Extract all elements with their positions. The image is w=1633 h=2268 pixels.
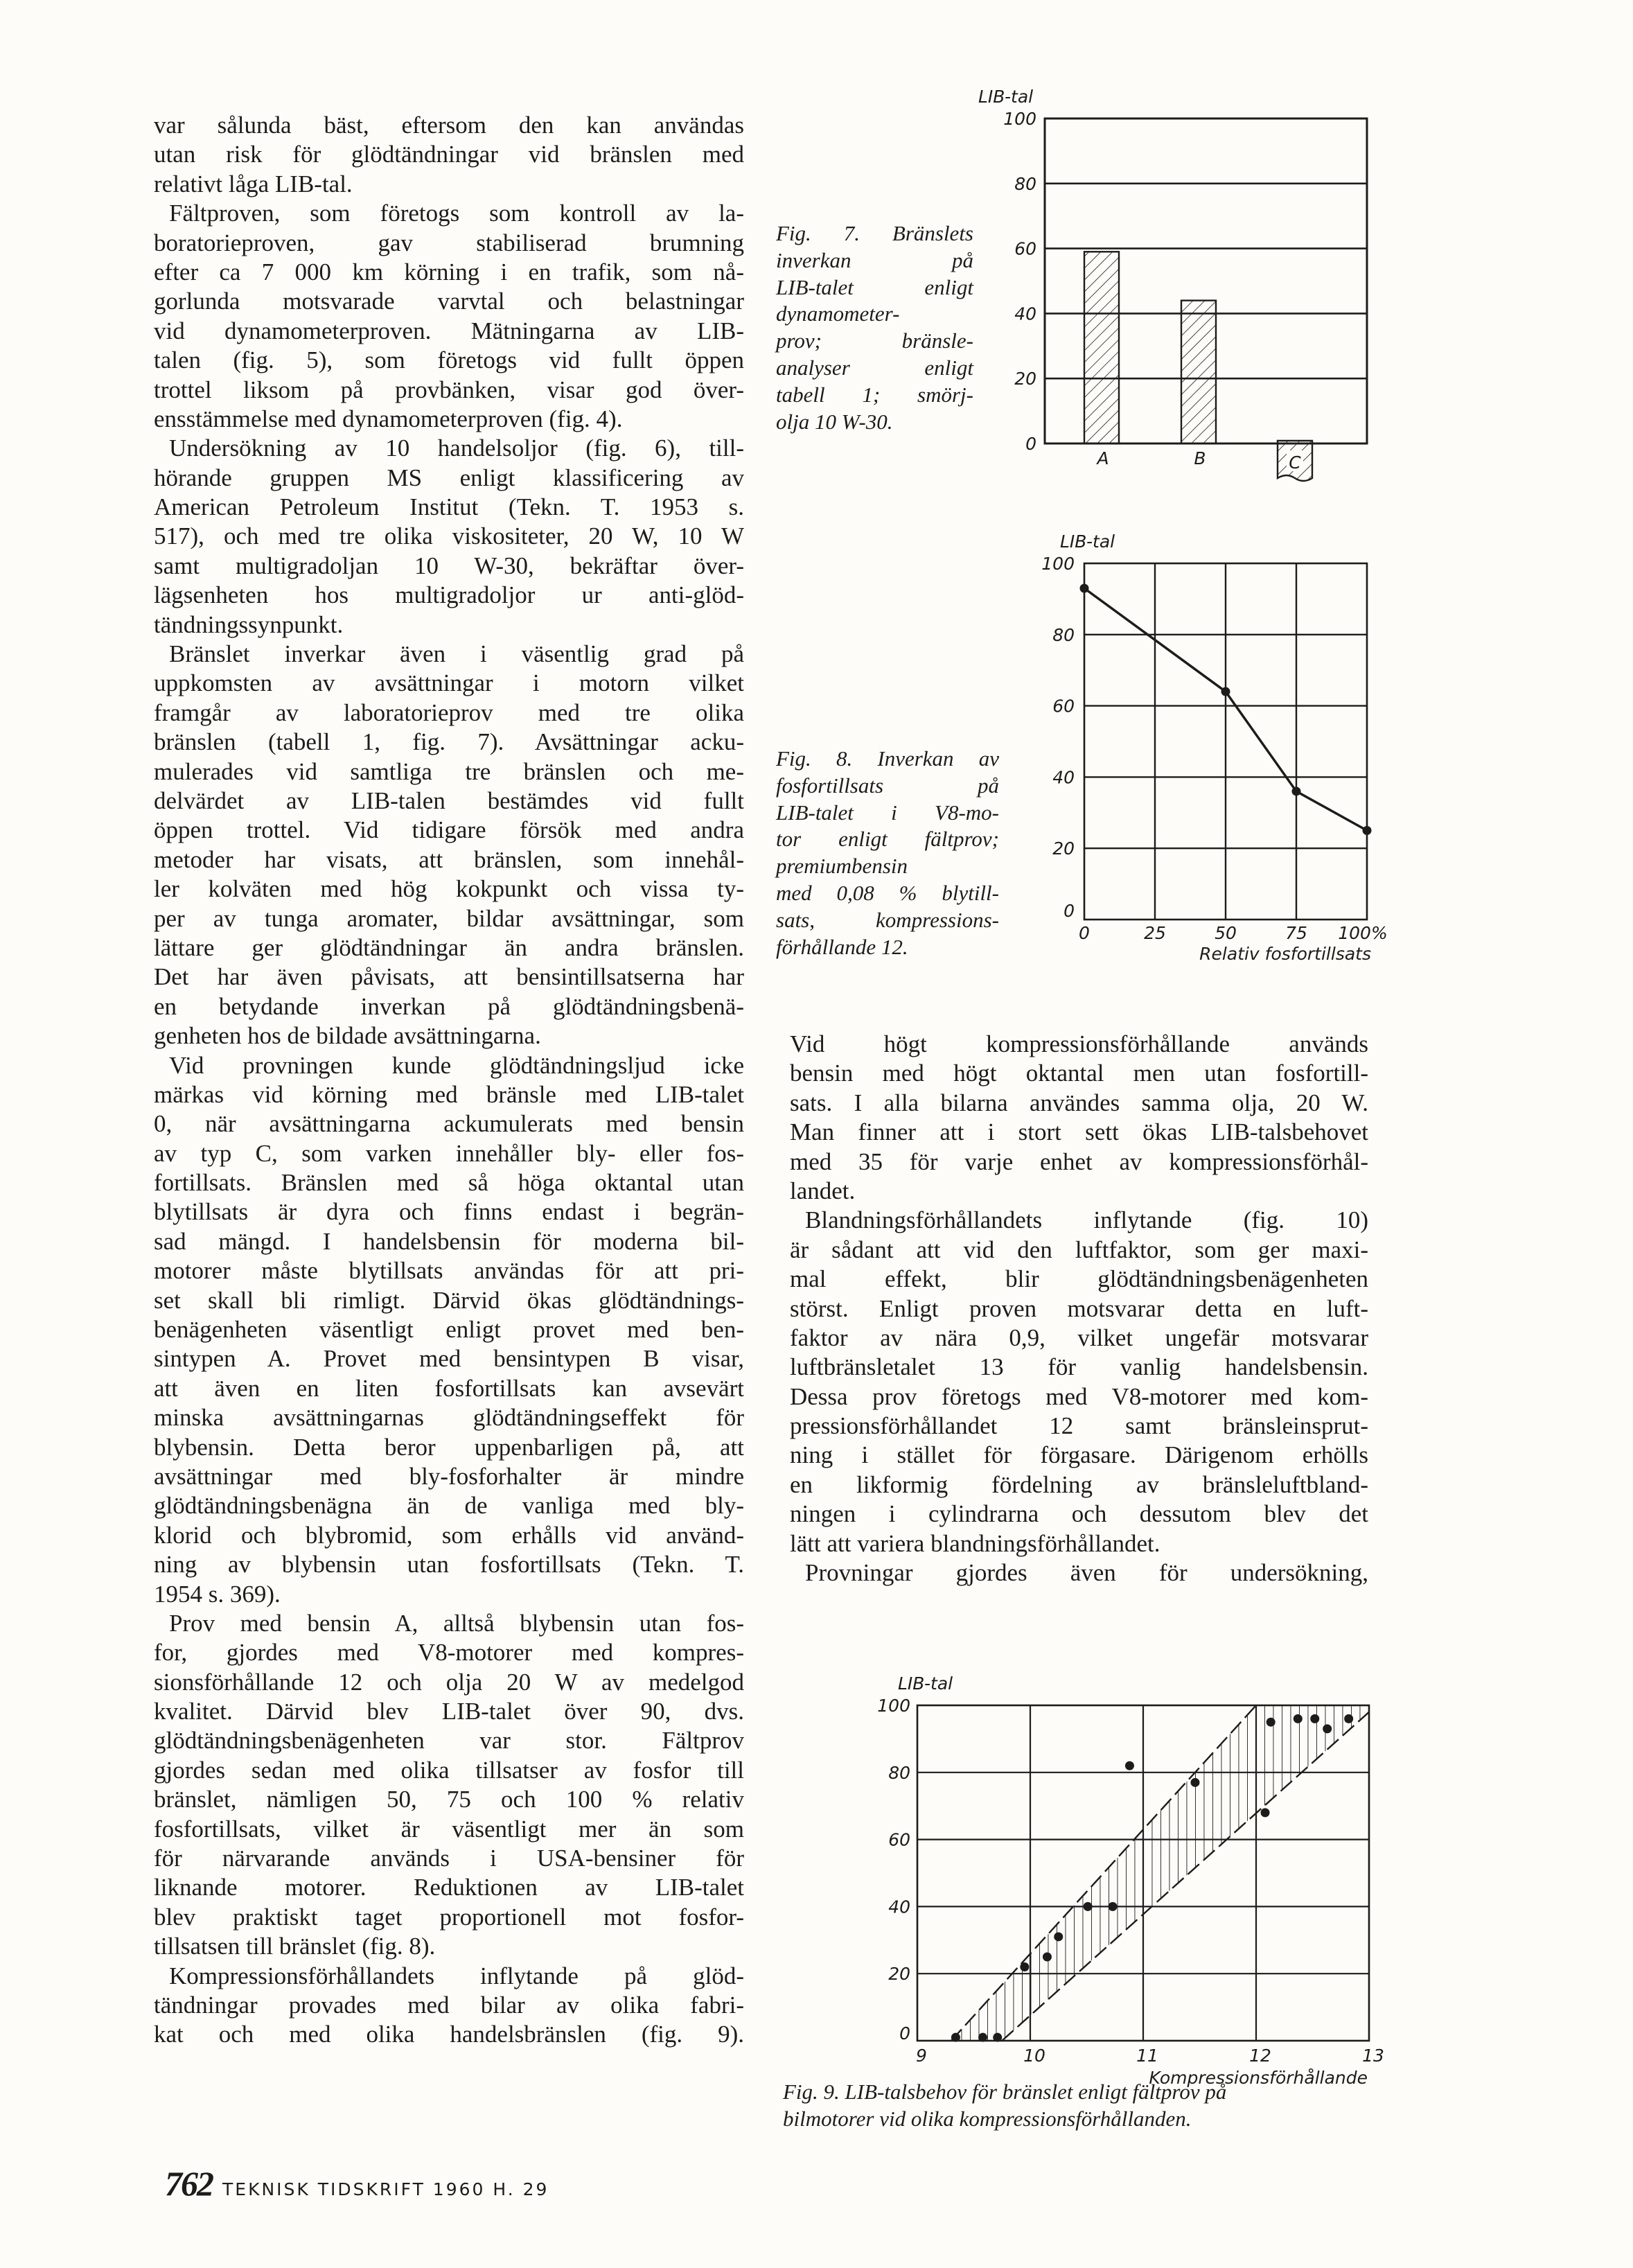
y-axis-label: LIB-tal — [978, 87, 1034, 107]
text-line: ning av blybensin utan fosfortillsats (Tekn. T. — [154, 1551, 744, 1579]
y-tick-label: 40 — [1014, 304, 1036, 324]
text-line: blev praktiskt taget proportionell mot fosfor- — [154, 1903, 744, 1931]
text-line: metoder har visats, att bränslen, som innehål- — [154, 845, 744, 873]
y-tick-label: 60 — [1052, 696, 1075, 717]
text-line: var sålunda bäst, eftersom den kan användas — [154, 112, 744, 139]
text-line: mulerades vid samtliga tre bränslen och me- — [154, 757, 744, 785]
text-line: Blandningsförhållandets inflytande (fig. 10) — [805, 1206, 1368, 1234]
x-tick-label: 13 — [1362, 2046, 1384, 2066]
text-line: lättare ger glödtändningar än andra bränslen. — [154, 933, 744, 961]
caption-line: inverkan på — [776, 247, 973, 272]
band-upper-dashed-line — [951, 1705, 1256, 2041]
y-tick-label: 100 — [1003, 109, 1036, 129]
text-line: samt multigradoljan 10 W-30, bekräftar över- — [154, 552, 744, 579]
data-point — [1310, 1714, 1319, 1723]
caption-line: olja 10 W-30. — [776, 409, 893, 434]
text-line: benägenheten väsentligt enligt provet med ben- — [154, 1316, 744, 1344]
text-line: ler kolväten med hög kokpunkt och vissa ty- — [154, 875, 744, 903]
y-tick-label: 80 — [888, 1762, 910, 1783]
data-point — [993, 2033, 1002, 2042]
text-line: tändningssynpunkt. — [154, 610, 344, 638]
text-line: utan risk för glödtändningar vid bränslen med — [154, 141, 744, 168]
text-line: per av tunga aromater, bildar avsättningar, som — [154, 904, 744, 932]
x-axis-label: Relativ fosfortillsats — [1199, 944, 1371, 964]
text-line: öppen trottel. Vid tidigare försök med andra — [154, 816, 744, 844]
data-point — [1125, 1761, 1134, 1770]
text-line: luftbränsletalet 13 för vanlig handelsbensin. — [790, 1353, 1368, 1381]
x-tick-label: 25 — [1144, 923, 1166, 943]
text-line: lätt att variera blandningsförhållandet. — [790, 1529, 1160, 1557]
text-line: liknande motorer. Reduktionen av LIB-talet — [154, 1874, 744, 1901]
text-line: for, gjordes med V8-motorer med kompres- — [154, 1639, 744, 1667]
x-tick-label: B — [1194, 448, 1206, 468]
y-tick-label: 40 — [888, 1897, 910, 1917]
data-point — [1084, 1902, 1093, 1911]
x-tick-label: 9 — [916, 2046, 927, 2066]
y-tick-label: 20 — [1014, 369, 1036, 389]
text-line: blybensin. Detta beror uppenbarligen på, att — [154, 1433, 744, 1461]
x-tick-label: 0 — [1079, 923, 1090, 943]
x-tick-label: 10 — [1023, 2046, 1045, 2066]
data-point — [1363, 826, 1372, 835]
data-point — [1020, 1962, 1029, 1971]
data-point — [1292, 786, 1301, 795]
text-line: mal effekt, blir glödtändningsbenägenheten — [790, 1265, 1368, 1293]
data-point — [1080, 583, 1089, 592]
y-tick-label: 0 — [1025, 434, 1036, 454]
text-line: sats. I alla bilarna användes samma olja, 20 W. — [790, 1089, 1368, 1116]
text-line: glödtändningsbenägna än de vanliga med bly- — [154, 1492, 744, 1520]
text-line: ensstämmelse med dynamometerproven (fig. 4). — [154, 405, 623, 432]
data-point — [1294, 1714, 1303, 1723]
text-line: Kompressionsförhållandets inflytande på glöd- — [169, 1962, 744, 1989]
y-tick-label: 20 — [1052, 838, 1075, 859]
y-tick-label: 80 — [1014, 173, 1036, 194]
text-line: landet. — [790, 1177, 856, 1204]
x-tick-label: A — [1097, 448, 1109, 468]
caption-line: fosfortillsats på — [776, 773, 999, 798]
text-line: gorlunda motsvarade varvtal och belastningar — [154, 288, 744, 315]
y-tick-label: 20 — [888, 1964, 910, 1985]
text-line: en likformig fördelning av bränsleluftbland- — [790, 1470, 1368, 1498]
page-number: 762 — [165, 2164, 213, 2203]
x-axis-label: Kompressionsförhållande — [1149, 2068, 1368, 2088]
text-line: Fältproven, som företogs som kontroll av la- — [169, 200, 744, 227]
data-point — [951, 2033, 960, 2042]
text-line: lägsenheten hos multigradoljor ur anti-glöd- — [154, 581, 744, 609]
text-line: 1954 s. 369). — [154, 1580, 281, 1608]
text-line: set skall bli rimligt. Därvid ökas glödtändnings- — [154, 1286, 744, 1314]
text-line: hörande gruppen MS enligt klassificering av — [154, 464, 744, 491]
x-tick-label: 75 — [1285, 923, 1307, 943]
y-tick-label: 100 — [877, 1696, 910, 1716]
text-line: sionsförhållande 12 och olja 20 W av medelgod — [154, 1668, 744, 1696]
text-line: efter ca 7 000 km körning i en trafik, som nå- — [154, 258, 744, 285]
text-line: kvalitet. Därvid blev LIB-talet över 90, dvs. — [154, 1698, 744, 1725]
text-line: för närvarande används i USA-bensiner för — [154, 1845, 744, 1872]
caption-line: Fig. 7. Bränslets — [776, 221, 973, 245]
caption-line: dynamometer- — [776, 301, 900, 326]
bar-A — [1084, 252, 1119, 443]
text-line: gjordes sedan med olika tillsatser av fosfor till — [154, 1756, 744, 1784]
text-line: bensin med högt oktantal men utan fosfortill- — [790, 1060, 1368, 1087]
caption-line: sats, kompressions- — [776, 907, 999, 932]
text-line: bränslen (tabell 1, fig. 7). Avsättningar acku- — [154, 728, 744, 756]
text-line: Dessa prov företogs med V8-motorer med kom- — [790, 1382, 1368, 1410]
text-line: relativt låga LIB-tal. — [154, 170, 353, 197]
caption-line: tabell 1; smörj- — [776, 382, 973, 407]
text-line: trottel liksom på provbänken, visar god över- — [154, 376, 744, 403]
text-line: tillsatsen till bränslet (fig. 8). — [154, 1933, 436, 1960]
caption-line: LIB-talet enligt — [776, 274, 973, 299]
x-tick-label: 12 — [1249, 2046, 1271, 2066]
text-line: fosfortillsats, vilket är väsentligt mer än som — [154, 1815, 744, 1843]
text-line: talen (fig. 5), som företogs vid fullt öppen — [154, 346, 744, 374]
caption-line: Fig. 8. Inverkan av — [776, 746, 999, 771]
y-tick-label: 80 — [1052, 624, 1075, 645]
text-line: klorid och blybromid, som erhålls vid använd- — [154, 1521, 744, 1549]
text-line: sintypen A. Provet med bensintypen B visar, — [154, 1345, 744, 1373]
text-line: 517), och med tre olika viskositeter, 20 W, 10 W — [154, 522, 744, 550]
text-line: 0, när avsättningarna ackumulerats med bensin — [154, 1110, 744, 1138]
data-point — [1344, 1714, 1353, 1723]
text-line: vid dynamometerproven. Mätningarna av LIB- — [154, 317, 744, 344]
text-line: boratorieproven, gav stabiliserad brumning — [154, 229, 744, 256]
text-line: ningen i cylindrarna och dessutom blev det — [790, 1500, 1368, 1528]
text-line: blytillsats är dyra och finns endast i begrän- — [154, 1198, 744, 1226]
text-line: American Petroleum Institut (Tekn. T. 1953 s. — [154, 493, 744, 521]
text-line: fortillsats. Bränslen med så höga oktantal utan — [154, 1169, 744, 1197]
x-tick-label: 11 — [1136, 2046, 1158, 2066]
page-footer — [165, 2163, 549, 2204]
text-line: uppkomsten av avsättningar i motorn vilket — [154, 669, 744, 697]
data-point — [1323, 1724, 1332, 1733]
y-tick-label: 40 — [1052, 767, 1075, 788]
text-line: märkas vid körning med bränsle med LIB-talet — [154, 1080, 744, 1108]
data-point — [1266, 1718, 1275, 1727]
y-tick-label: 100 — [1041, 554, 1075, 574]
data-point — [1043, 1953, 1052, 1962]
y-tick-label: 0 — [1063, 901, 1075, 921]
text-line: tändningar provades med bilar av olika fabri- — [154, 1992, 744, 2019]
data-point — [1108, 1902, 1117, 1911]
text-line: en betydande inverkan på glödtändningsbenä- — [154, 992, 744, 1020]
x-tick-label: 100% — [1338, 923, 1388, 943]
data-point — [978, 2033, 987, 2042]
text-line: Provningar gjordes även för undersökning, — [805, 1559, 1368, 1587]
data-point — [1261, 1808, 1270, 1817]
data-point — [1221, 687, 1230, 696]
text-line: kat och med olika handelsbränslen (fig. 9). — [154, 2021, 744, 2048]
text-line: bränslet, nämligen 50, 75 och 100 % relativ — [154, 1786, 744, 1813]
text-line: genheten hos de bildade avsättningarna. — [154, 1022, 541, 1050]
caption-line: bilmotorer vid olika kompressionsförhållanden. — [783, 2106, 1192, 2131]
text-line: Undersökning av 10 handelsoljor (fig. 6), till- — [169, 434, 744, 462]
text-line: med 35 för varje enhet av kompressionsförhål- — [790, 1148, 1368, 1175]
caption-line: Fig. 9. LIB-talsbehov för bränslet enligt fältprov på — [783, 2080, 1227, 2104]
text-line: sad mängd. I handelsbensin för moderna bil- — [154, 1227, 744, 1255]
y-axis-label: LIB-tal — [898, 1673, 953, 1694]
caption-line: med 0,08 % blytill- — [776, 880, 999, 905]
text-line: pressionsförhållandet 12 samt bränsleinsprut- — [790, 1412, 1368, 1440]
text-line: störst. Enligt proven motsvarar detta en luft- — [790, 1294, 1368, 1322]
caption-line: LIB-talet i V8-mo- — [776, 800, 999, 825]
caption-line: premiumbensin — [776, 854, 908, 879]
text-line: Man finner att i stort sett ökas LIB-talsbehovet — [790, 1118, 1368, 1146]
text-line: motorer måste blytillsats användas för att pri- — [154, 1257, 744, 1285]
data-point — [1054, 1932, 1063, 1941]
caption-line: tor enligt fältprov; — [776, 827, 999, 852]
data-point — [1190, 1778, 1199, 1787]
text-line: är sådant att vid den luftfaktor, som ger maxi- — [790, 1236, 1368, 1263]
text-line: framgår av laboratorieprov med tre olika — [154, 698, 744, 726]
text-line: att även en liten fosfortillsats kan avsevärt — [154, 1374, 744, 1402]
journal-name: TEKNISK TIDSKRIFT 1960 H. 29 — [222, 2179, 549, 2199]
x-tick-label: C — [1289, 452, 1301, 473]
text-line: ning i stället för förgasare. Därigenom erhölls — [790, 1441, 1368, 1469]
text-line: faktor av nära 0,9, vilket ungefär motsvarar — [790, 1324, 1368, 1351]
caption-line: prov; bränsle- — [776, 328, 973, 353]
y-axis-label: LIB-tal — [1060, 531, 1115, 552]
text-line: Det har även påvisats, att bensintillsatserna har — [154, 963, 744, 991]
text-line: Vid provningen kunde glödtändningsljud icke — [169, 1051, 744, 1079]
caption-line: förhållande 12. — [776, 934, 908, 959]
hatched-band — [951, 1705, 1369, 2041]
text-line: glödtändningsbenägenheten var stor. Fältprov — [154, 1727, 744, 1755]
bar-B — [1181, 301, 1216, 443]
x-tick-label: 50 — [1215, 923, 1237, 943]
text-line: av typ C, som varken innehåller bly- eller fos- — [154, 1139, 744, 1167]
y-tick-label: 60 — [888, 1829, 910, 1850]
text-line: delvärdet av LIB-talen bestämdes vid fullt — [154, 786, 744, 814]
text-line: minska avsättningarnas glödtändningseffekt för — [154, 1404, 744, 1432]
y-tick-label: 0 — [899, 2023, 910, 2043]
y-tick-label: 60 — [1014, 238, 1036, 259]
text-line: Prov med bensin A, alltså blybensin utan fos- — [169, 1609, 744, 1637]
text-line: avsättningar med bly-fosforhalter är mindre — [154, 1462, 744, 1490]
text-line: Vid högt kompressionsförhållande används — [790, 1030, 1368, 1057]
caption-line: analyser enligt — [776, 355, 973, 380]
text-line: Bränslet inverkar även i väsentlig grad på — [169, 640, 744, 668]
